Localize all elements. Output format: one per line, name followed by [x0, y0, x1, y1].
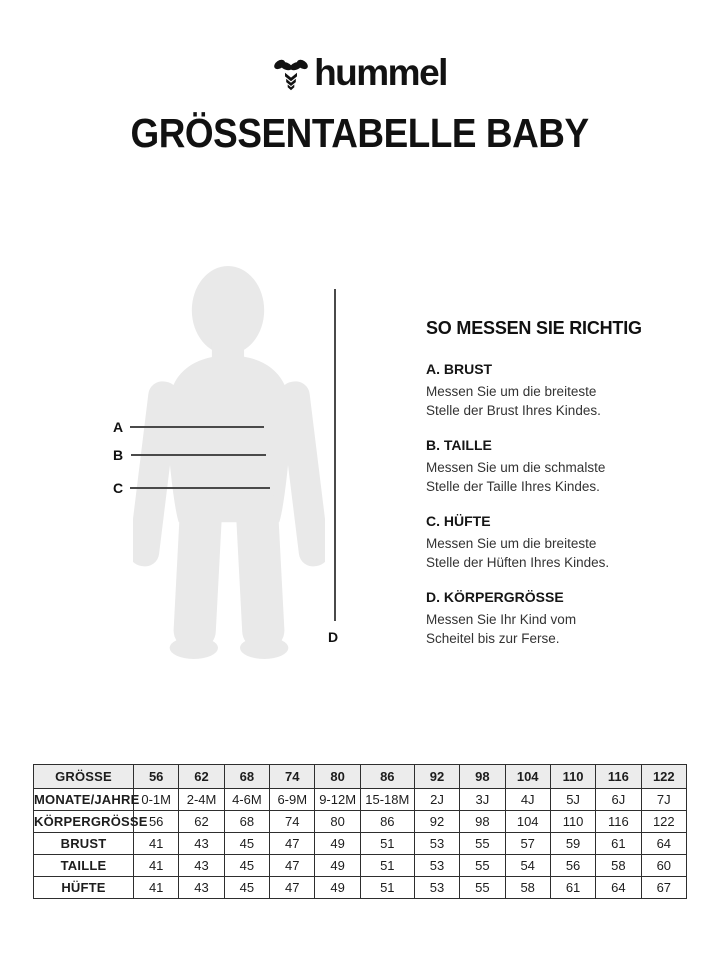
table-cell: 56 — [550, 855, 595, 877]
table-row — [34, 833, 687, 855]
table-cell: 5J — [550, 789, 595, 811]
table-cell: 41 — [134, 855, 179, 877]
guide-section-text: Messen Sie Ihr Kind vom Scheitel bis zur Ferse. — [426, 612, 577, 646]
table-cell: 56 — [134, 811, 179, 833]
measure-label-c: C — [113, 480, 124, 496]
guide-section-title: B. TAILLE — [426, 437, 492, 453]
table-cell: 4-6M — [224, 789, 269, 811]
table-cell: 92 — [414, 811, 459, 833]
table-cell: 54 — [505, 855, 550, 877]
table-cell: 49 — [315, 877, 360, 899]
table-cell: 59 — [550, 833, 595, 855]
row-label: HÜFTE — [34, 877, 134, 899]
table-cell: 9-12M — [315, 789, 360, 811]
guide-section-title: A. BRUST — [426, 361, 493, 377]
table-cell: 74 — [270, 765, 315, 789]
guide-section-title: C. HÜFTE — [426, 513, 491, 529]
table-cell: 53 — [414, 855, 459, 877]
table-cell: 98 — [460, 811, 505, 833]
table-cell: 61 — [596, 833, 641, 855]
table-cell: 49 — [315, 855, 360, 877]
guide-section-koerpergroesse — [426, 589, 696, 648]
hummel-bee-icon — [273, 57, 309, 91]
table-cell: 61 — [550, 877, 595, 899]
guide-section-text: Messen Sie um die schmalste Stelle der Taille Ihres Kindes. — [426, 460, 606, 494]
measure-line-d — [334, 289, 336, 621]
row-label: MONATE/JAHRE — [34, 789, 134, 811]
table-cell: 92 — [414, 765, 459, 789]
size-table — [33, 764, 687, 899]
table-cell: 104 — [505, 765, 550, 789]
table-cell: 80 — [315, 811, 360, 833]
table-cell: 67 — [641, 877, 686, 899]
table-row — [34, 855, 687, 877]
table-cell: 56 — [134, 765, 179, 789]
row-label: TAILLE — [34, 855, 134, 877]
table-cell: 68 — [224, 811, 269, 833]
table-cell: 45 — [224, 877, 269, 899]
guide-section-brust — [426, 361, 696, 420]
guide-section-text: Messen Sie um die breiteste Stelle der Hüften Ihres Kindes. — [426, 536, 610, 570]
table-cell: 7J — [641, 789, 686, 811]
table-cell: 57 — [505, 833, 550, 855]
guide-section-taille — [426, 437, 696, 496]
table-cell: 6J — [596, 789, 641, 811]
table-cell: 41 — [134, 877, 179, 899]
table-cell: 47 — [270, 833, 315, 855]
table-cell: 43 — [179, 833, 224, 855]
table-cell: 64 — [596, 877, 641, 899]
table-cell: 110 — [550, 765, 595, 789]
measure-line-c — [130, 487, 270, 489]
table-cell: 60 — [641, 855, 686, 877]
table-cell: 55 — [460, 855, 505, 877]
table-cell: 45 — [224, 855, 269, 877]
measure-label-a: A — [113, 419, 124, 435]
table-cell: 62 — [179, 765, 224, 789]
table-cell: 47 — [270, 877, 315, 899]
table-row — [34, 789, 687, 811]
table-cell: 0-1M — [134, 789, 179, 811]
table-cell: 15-18M — [360, 789, 414, 811]
table-cell: 110 — [550, 811, 595, 833]
row-label: BRUST — [34, 833, 134, 855]
table-row — [34, 765, 687, 789]
table-cell: 4J — [505, 789, 550, 811]
table-cell: 51 — [360, 833, 414, 855]
table-cell: 51 — [360, 877, 414, 899]
table-cell: 2J — [414, 789, 459, 811]
row-label: GRÖSSE — [34, 765, 134, 789]
table-cell: 116 — [596, 811, 641, 833]
table-row — [34, 877, 687, 899]
measuring-guide — [426, 318, 696, 665]
table-cell: 41 — [134, 833, 179, 855]
table-cell: 122 — [641, 765, 686, 789]
measure-label-d: D — [328, 629, 339, 645]
table-cell: 6-9M — [270, 789, 315, 811]
table-cell: 98 — [460, 765, 505, 789]
row-label: KÖRPERGRÖSSE — [34, 811, 134, 833]
table-cell: 2-4M — [179, 789, 224, 811]
table-cell: 49 — [315, 833, 360, 855]
table-cell: 53 — [414, 833, 459, 855]
table-cell: 86 — [360, 811, 414, 833]
page-title: GRÖSSENTABELLE BABY — [130, 110, 590, 156]
table-cell: 58 — [505, 877, 550, 899]
table-cell: 64 — [641, 833, 686, 855]
table-cell: 62 — [179, 811, 224, 833]
size-table-body — [34, 765, 687, 899]
measure-label-b: B — [113, 447, 124, 463]
table-cell: 55 — [460, 833, 505, 855]
table-cell: 43 — [179, 877, 224, 899]
table-cell: 104 — [505, 811, 550, 833]
table-cell: 122 — [641, 811, 686, 833]
table-cell: 45 — [224, 833, 269, 855]
table-cell: 116 — [596, 765, 641, 789]
table-cell: 43 — [179, 855, 224, 877]
table-cell: 74 — [270, 811, 315, 833]
table-cell: 86 — [360, 765, 414, 789]
brand-wordmark: hummel — [314, 52, 447, 93]
table-cell: 51 — [360, 855, 414, 877]
measure-line-b — [131, 454, 266, 456]
guide-heading: SO MESSEN SIE RICHTIG — [426, 318, 642, 338]
table-cell: 3J — [460, 789, 505, 811]
table-row — [34, 811, 687, 833]
guide-section-title: D. KÖRPERGRÖSSE — [426, 589, 564, 605]
guide-section-text: Messen Sie um die breiteste Stelle der Brust Ihres Kindes. — [426, 384, 601, 418]
table-cell: 53 — [414, 877, 459, 899]
child-silhouette — [133, 263, 325, 665]
table-cell: 80 — [315, 765, 360, 789]
table-cell: 68 — [224, 765, 269, 789]
table-cell: 55 — [460, 877, 505, 899]
measure-line-a — [130, 426, 264, 428]
guide-section-huefte — [426, 513, 696, 572]
table-cell: 47 — [270, 855, 315, 877]
brand-logo — [0, 54, 720, 94]
table-cell: 58 — [596, 855, 641, 877]
